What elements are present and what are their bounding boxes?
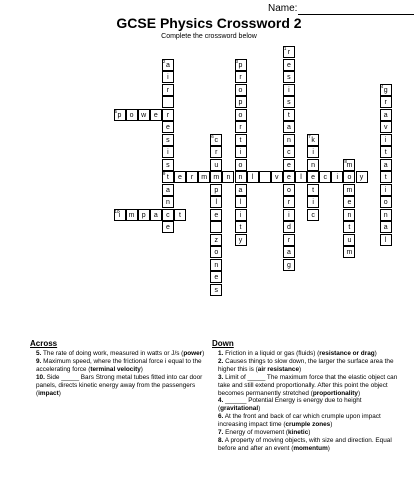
clue-number: 8. [218,436,224,444]
cell-letter: t [384,174,387,181]
cell-letter: m [346,186,353,194]
grid-cell[interactable] [162,221,174,233]
cell-number: 7 [308,133,311,139]
grid-cell[interactable] [210,134,222,146]
cell-letter: a [286,124,291,131]
clue-answer: gravitational [220,405,259,413]
clue-answer: resistance or drag [319,350,375,357]
cell-letter: i [239,149,242,156]
grid-cell[interactable] [307,171,319,183]
clue-across-9 [30,358,206,374]
cell-letter: v [275,174,279,181]
cell-letter: l [215,199,218,206]
cell-letter: i [384,186,387,194]
grid-cell[interactable] [210,271,222,283]
grid-cell[interactable] [162,59,174,71]
clue-text: At the front and back of car which crumple upon impact increasing impact time ( [218,413,381,429]
cell-letter: s [287,74,291,81]
grid-cell[interactable] [283,46,295,58]
down-clues [212,339,402,453]
cell-letter: e [286,61,291,69]
cell-letter: a [383,224,388,231]
cell-letter: m [128,211,135,219]
grid-cell[interactable] [235,196,247,208]
clue-answer: impact [38,389,59,397]
cell-letter: c [214,136,219,144]
grid-cell[interactable] [380,209,392,221]
cell-letter: r [215,149,218,156]
cell-letter: o [129,111,134,119]
grid-cell[interactable] [283,71,295,83]
grid-cell[interactable] [295,171,307,183]
grid-cell[interactable] [210,221,222,233]
cell-letter: a [286,249,291,256]
cell-letter: c [311,211,315,219]
grid-cell[interactable] [283,146,295,158]
cell-letter: a [165,186,170,194]
grid-cell[interactable] [343,196,355,208]
clue-text: The rate of doing work, measured in watts or J/s ( [43,350,184,357]
clue-text: A property of moving objects, with size and direction. Equal before and after an event ( [218,436,392,452]
cell-letter: i [167,74,169,81]
cell-letter: c [166,211,170,219]
cell-letter: m [213,174,220,181]
cell-letter: n [347,211,352,219]
cell-letter: r [287,49,291,56]
cell-letter: a [383,161,388,169]
cell-letter: e [178,174,182,181]
cell-letter: t [239,224,242,231]
cell-letter: l [300,174,302,181]
cell-letter: i [384,136,387,144]
clue-number: 3. [218,373,224,381]
cell-letter: t [348,224,351,231]
cell-letter: r [190,174,194,181]
grid-cell[interactable] [162,159,174,171]
cell-letter: i [312,199,314,206]
grid-cell[interactable] [380,221,392,233]
cell-letter: r [239,74,242,81]
cell-letter: i [167,149,169,156]
cell-letter: t [179,211,181,219]
cell-letter: e [286,174,291,181]
grid-cell[interactable] [356,171,368,183]
grid-cell[interactable] [235,234,247,246]
clue-number: 2. [218,357,224,365]
cell-letter: u [347,236,352,244]
cell-letter: n [383,211,388,219]
grid-cell[interactable] [126,209,138,221]
cell-letter: s [214,286,219,294]
clue-answer: kinetic [288,429,309,437]
clue-tail: ) [140,365,143,373]
cell-number: 10 [114,208,120,214]
cell-letter: n [214,261,219,269]
grid-cell[interactable] [162,84,174,96]
grid-cell[interactable] [162,121,174,133]
cell-letter: o [238,86,243,94]
grid-cell[interactable] [162,171,174,183]
clue-down-2 [212,358,402,374]
cell-letter: v [383,124,388,131]
grid-cell[interactable] [343,234,355,246]
grid-cell[interactable] [283,84,295,96]
grid-cell[interactable] [235,121,247,133]
cell-letter: k [311,136,315,144]
clue-number: 1. [218,350,224,357]
grid-cell[interactable] [343,209,355,221]
grid-cell[interactable] [235,146,247,158]
clue-answer: air resistance [257,365,299,373]
cell-letter: o [286,186,291,194]
cell-letter: t [166,174,169,181]
instructions: Complete the crossword below [161,33,257,40]
clue-across-5 [30,350,206,358]
cell-number: 1 [283,46,287,51]
grid-cell[interactable] [380,84,392,96]
cell-letter: e [165,124,170,131]
grid-cell[interactable] [210,209,222,221]
grid-cell[interactable] [235,134,247,146]
clue-answer: crumple zones [285,421,331,429]
grid-cell[interactable] [150,109,162,121]
clue-down-4 [212,397,402,413]
cell-letter: a [383,111,388,119]
grid-cell[interactable] [380,171,392,183]
grid-cell[interactable] [235,209,247,221]
cell-letter: w [141,111,147,119]
grid-cell[interactable] [210,234,222,246]
cell-letter: n [311,161,316,169]
cell-letter: a [153,211,158,219]
cell-letter: a [238,186,243,194]
cell-letter: n [226,174,231,181]
cell-letter: r [287,236,291,244]
grid-cell[interactable] [162,96,174,108]
clue-number: 6. [218,413,224,421]
grid-cell[interactable] [343,184,355,196]
clue-down-1 [212,350,402,358]
grid-cell[interactable] [380,134,392,146]
cell-letter: r [287,199,291,206]
grid-cell[interactable] [162,71,174,83]
grid-cell[interactable] [380,184,392,196]
cell-letter: e [214,211,219,219]
cell-letter: m [346,249,353,256]
cell-letter: e [347,199,352,206]
clue-tail: ) [357,389,361,397]
cell-letter: o [383,199,388,206]
grid-cell[interactable] [162,134,174,146]
cell-letter: i [239,211,242,219]
clue-text: Limit of _____ The maximum force that the elastic object can take and still extend proportionally. After this point the object becomes permanently stretched ( [218,373,398,397]
cell-letter: e [286,161,291,169]
clue-tail: ) [308,429,311,437]
cell-number: 2 [162,58,166,64]
clue-down-6 [212,413,402,429]
cell-letter: t [312,186,315,194]
clue-number: 4. [218,397,224,405]
clue-number: 10. [36,373,45,381]
cell-letter: c [323,174,327,181]
grid-cell[interactable] [174,209,186,221]
grid-cell[interactable] [210,259,222,271]
cell-letter: p [214,186,219,194]
cell-letter: l [384,236,387,244]
cell-letter: s [166,136,170,144]
cell-number: 9 [162,171,166,176]
grid-cell[interactable] [247,171,259,183]
grid-cell[interactable] [210,246,222,258]
grid-cell[interactable] [307,146,319,158]
clue-text: Friction in a liquid or gas (fluids) ( [225,350,320,357]
grid-cell[interactable] [174,171,186,183]
cell-letter: t [287,111,290,119]
grid-cell[interactable] [380,121,392,133]
cell-letter: p [238,61,243,69]
cell-letter: o [238,161,243,169]
clue-text: Causes things to slow down, the larger the surface area the higher this is ( [218,357,394,373]
grid-cell[interactable] [343,159,355,171]
cell-letter: i [118,211,121,219]
cell-letter: p [238,99,243,106]
grid-cell[interactable] [162,146,174,158]
clue-text: Energy of movement ( [225,429,288,437]
clue-across-10 [30,374,206,398]
grid-cell[interactable] [210,184,222,196]
grid-cell[interactable] [343,171,355,183]
cell-letter: g [286,261,291,269]
cell-letter: p [117,111,122,119]
cell-letter: n [286,136,291,144]
grid-cell[interactable] [380,159,392,171]
grid-cell[interactable] [198,171,210,183]
grid-cell[interactable] [162,196,174,208]
grid-cell[interactable] [162,209,174,221]
grid-cell[interactable] [235,96,247,108]
grid-cell[interactable] [380,146,392,158]
cell-letter: s [287,99,291,106]
cell-letter: i [288,211,290,219]
grid-cell[interactable] [343,221,355,233]
grid-cell[interactable] [283,184,295,196]
grid-cell[interactable] [380,196,392,208]
grid-cell[interactable] [283,246,295,258]
grid-cell[interactable] [126,109,138,121]
clue-tail: ) [374,350,377,357]
cell-letter: y [238,236,243,244]
grid-cell[interactable] [283,96,295,108]
clue-tail: ) [58,389,61,397]
grid-cell[interactable] [235,109,247,121]
grid-cell[interactable] [162,184,174,196]
cell-letter: r [166,111,170,119]
grid-cell[interactable] [307,196,319,208]
grid-cell[interactable] [380,96,392,108]
grid-cell[interactable] [283,196,295,208]
clue-text: Maximum speed, where the frictional force i equal to the accelerating force ( [36,357,202,373]
grid-cell[interactable] [210,146,222,158]
grid-cell[interactable] [283,171,295,183]
cell-letter: a [165,61,170,69]
grid-cell[interactable] [138,209,150,221]
grid-cell[interactable] [259,171,271,183]
cell-letter: r [239,124,242,131]
across-heading: Across [30,339,58,348]
cell-letter: s [166,161,170,169]
clue-answer: power [183,350,203,357]
grid-cell[interactable] [283,234,295,246]
grid-cell[interactable] [210,196,222,208]
clue-text: Side _____ Bars Strong metal tubes fitted into car door panels, directs kinetic energy away from the passengers ( [36,373,203,397]
cell-letter: e [165,224,170,231]
cell-letter: g [383,86,388,94]
grid-cell[interactable] [343,246,355,258]
cell-letter: r [166,86,170,94]
cell-letter: z [214,236,219,244]
page-title: GCSE Physics Crossword 2 [116,15,302,31]
clue-tail: ) [330,421,333,429]
clue-answer: terminal velocity [90,365,141,373]
grid-cell[interactable] [283,109,295,121]
grid-cell[interactable] [283,221,295,233]
cell-letter: o [214,249,219,256]
cell-letter: i [336,174,339,181]
grid-cell[interactable] [150,209,162,221]
grid-cell[interactable] [283,259,295,271]
cell-letter: u [214,161,219,169]
grid-cell[interactable] [283,209,295,221]
cell-letter: t [239,136,242,144]
clue-down-8 [212,437,402,453]
cell-letter: n [165,199,170,206]
cell-letter: i [312,149,314,156]
cell-letter: p [141,211,146,219]
grid-cell[interactable] [283,59,295,71]
clue-tail: ) [258,405,261,413]
grid-cell[interactable] [283,121,295,133]
cell-letter: r [384,99,387,106]
clue-number: 5. [36,350,42,357]
cell-letter: c [287,149,291,156]
grid-cell[interactable] [210,159,222,171]
cell-letter: i [288,86,290,94]
grid-cell[interactable] [222,171,234,183]
cell-number: 4 [380,83,384,89]
cell-letter: e [311,174,316,181]
grid-cell[interactable] [307,159,319,171]
grid-cell[interactable] [235,59,247,71]
cell-letter: o [347,174,352,181]
grid-cell[interactable] [114,109,126,121]
cell-letter: y [359,174,364,181]
grid-cell[interactable] [319,171,331,183]
grid-cell[interactable] [210,284,222,296]
clue-number: 7. [218,429,224,437]
grid-cell[interactable] [380,109,392,121]
clue-answer: momentum [293,444,328,452]
grid-cell[interactable] [235,221,247,233]
grid-cell[interactable] [235,171,247,183]
cell-letter: e [214,274,219,281]
clue-tail: ) [299,365,302,373]
grid-cell[interactable] [186,171,198,183]
grid-cell[interactable] [162,109,174,121]
cell-letter: o [238,111,243,119]
grid-cell[interactable] [235,84,247,96]
clue-number: 9. [36,357,42,365]
down-heading: Down [212,339,234,348]
grid-cell[interactable] [271,171,283,183]
grid-cell[interactable] [283,134,295,146]
clue-answer: proportionality [312,389,358,397]
grid-cell[interactable] [283,159,295,171]
clue-text: ______ Potential Energy is energy due to height ( [218,397,362,413]
cell-letter: l [251,174,254,181]
across-clues [30,339,206,397]
grid-cell[interactable] [210,171,222,183]
cell-letter: t [384,149,387,156]
grid-cell[interactable] [114,209,126,221]
grid-cell[interactable] [307,209,319,221]
cell-letter: n [238,174,243,181]
cell-letter: m [346,161,353,169]
cell-number: 6 [211,133,214,139]
grid-cell[interactable] [235,159,247,171]
clue-down-7 [212,429,402,437]
grid-cell[interactable] [307,184,319,196]
cell-number: 5 [114,108,118,114]
cell-number: 3 [235,58,239,64]
grid-cell[interactable] [235,184,247,196]
cell-letter: l [239,199,242,206]
clue-down-3 [212,374,402,398]
cell-letter: m [201,174,208,181]
grid-cell[interactable] [331,171,343,183]
cell-letter: d [286,224,291,231]
grid-cell[interactable] [235,71,247,83]
cell-letter: e [153,111,158,119]
grid-cell[interactable] [307,134,319,146]
name-label: Name: [268,3,298,14]
grid-cell[interactable] [138,109,150,121]
grid-cell[interactable] [380,234,392,246]
clue-tail: ) [202,350,205,357]
clue-tail: ) [327,444,330,452]
cell-number: 8 [344,158,347,164]
